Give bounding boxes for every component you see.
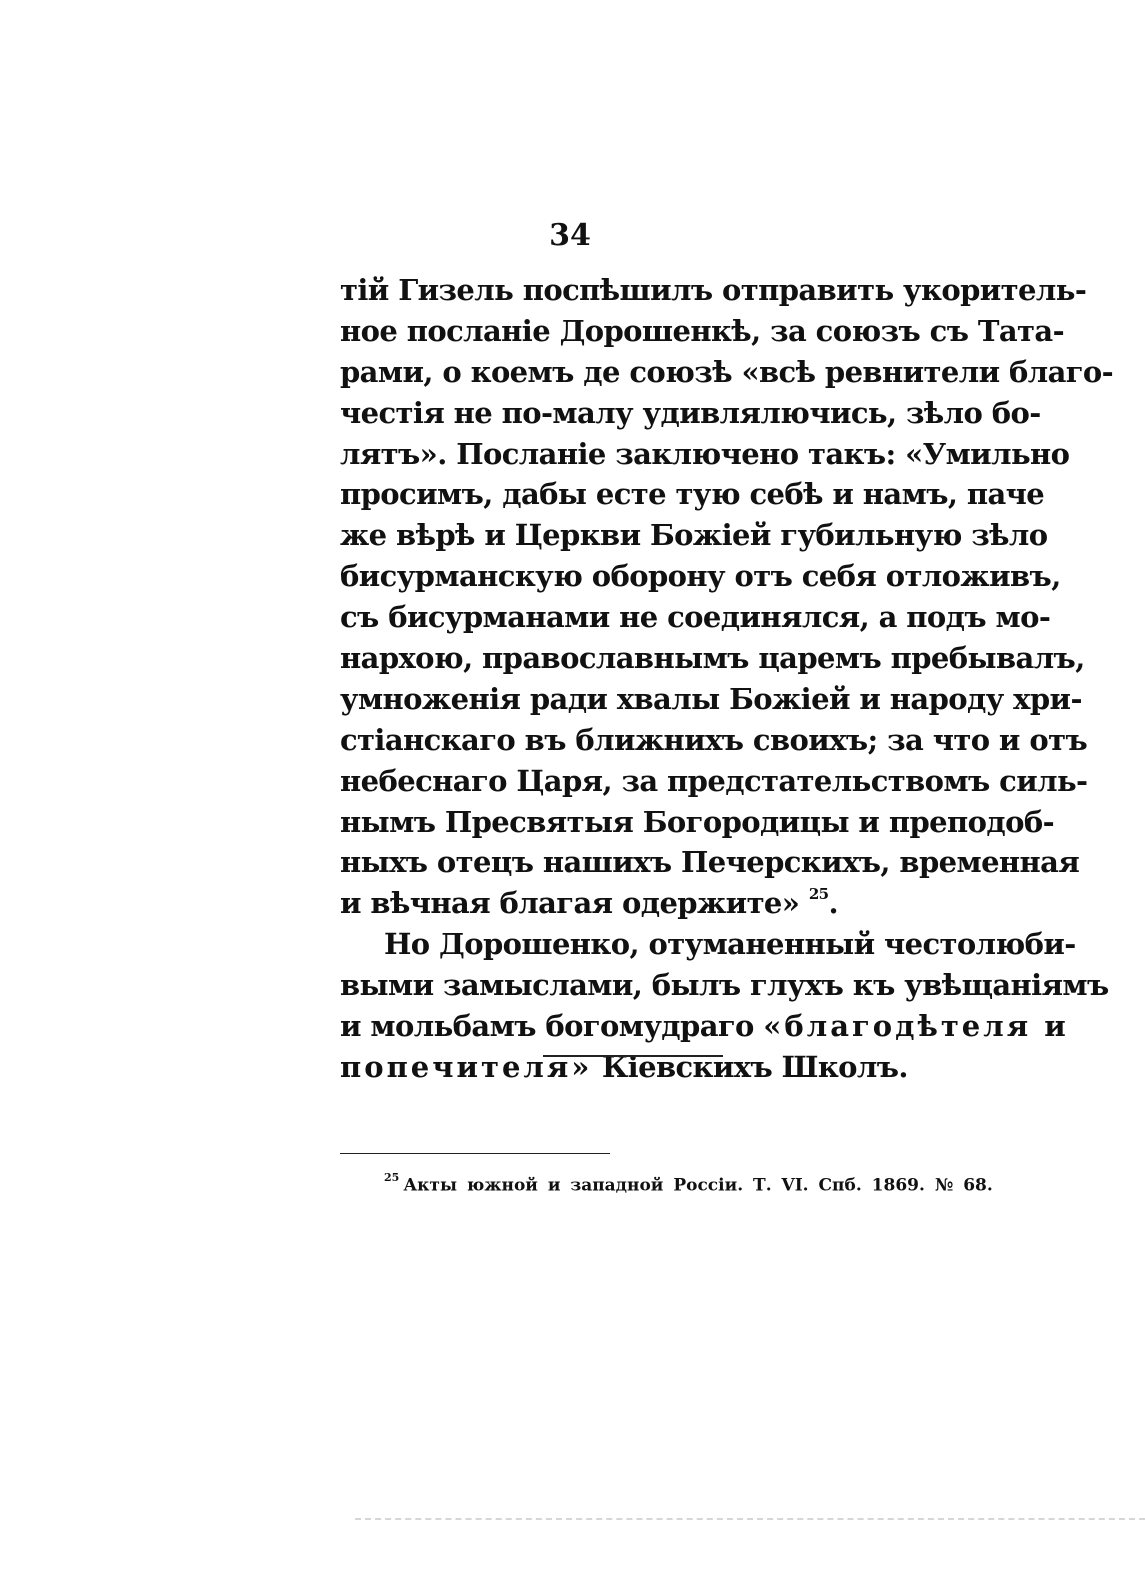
text-line: нархою, православнымъ царемъ пребывалъ, bbox=[340, 641, 1085, 676]
paragraph2-line: выми замыслами, былъ глухъ къ увѣщаніямъ bbox=[340, 968, 1109, 1003]
page-number: 34 bbox=[549, 218, 591, 253]
spaced-emphasis: «благодѣтеля и bbox=[763, 1009, 1069, 1044]
text-line: нымъ Пресвятыя Богородицы и преподоб- bbox=[340, 804, 1055, 839]
paragraph2-line: Но Дорошенко, отуманенный честолюби- bbox=[384, 927, 1076, 962]
closing-line-text: и вѣчная благая одержите» bbox=[340, 886, 800, 921]
text-line: ное посланіе Дорошенкѣ, за союзъ съ Тата- bbox=[340, 313, 1065, 348]
text-line: просимъ, дабы есте тую себѣ и намъ, паче bbox=[340, 477, 1045, 512]
closing-line bbox=[340, 883, 930, 924]
body-text bbox=[340, 270, 1114, 1088]
paragraph2-line3-pre: и мольбамъ богомудраго bbox=[340, 1009, 764, 1044]
closing-line-period: . bbox=[828, 886, 838, 921]
paragraph2-line bbox=[340, 1006, 1069, 1047]
footnote-reference: 25 bbox=[808, 884, 829, 903]
text-line: ныхъ отецъ нашихъ Печерскихъ, временная bbox=[340, 845, 1080, 880]
paragraph2-line bbox=[340, 1047, 930, 1088]
footnote-number: 25 bbox=[384, 1171, 400, 1184]
footnote-separator bbox=[340, 1153, 610, 1154]
text-line: рами, о коемъ де союзѣ «всѣ ревнители благо- bbox=[340, 354, 1114, 389]
text-line: же вѣрѣ и Церкви Божіей губильную зѣло bbox=[340, 518, 1048, 553]
paragraph2-line4-post: Кіевскихъ Школъ. bbox=[592, 1049, 908, 1084]
footnote-text: Акты южной и западной Россіи. Т. VI. Спб. 1869. № 68. bbox=[403, 1175, 993, 1196]
section-end-rule bbox=[543, 1055, 723, 1057]
text-line: бисурманскую оборону отъ себя отложивъ, bbox=[340, 559, 1061, 594]
scan-artifact bbox=[355, 1518, 1145, 1524]
text-line: умноженія ради хвалы Божіей и народу хри- bbox=[340, 681, 1082, 716]
text-line: лятъ». Посланіе заключено такъ: «Умильно bbox=[340, 436, 1070, 471]
footnote bbox=[384, 1168, 993, 1199]
text-line: честія не по-малу удивлялючись, зѣло бо- bbox=[340, 395, 1041, 430]
spaced-emphasis: попечителя» bbox=[340, 1049, 593, 1084]
text-line: съ бисурманами не соединялся, а подъ мо- bbox=[340, 600, 1051, 635]
text-line: небеснаго Царя, за предстательствомъ силь- bbox=[340, 763, 1088, 798]
text-line: стіанскаго въ ближнихъ своихъ; за что и отъ bbox=[340, 722, 1088, 757]
text-line: тій Гизель поспѣшилъ отправить укоритель- bbox=[340, 273, 1087, 307]
